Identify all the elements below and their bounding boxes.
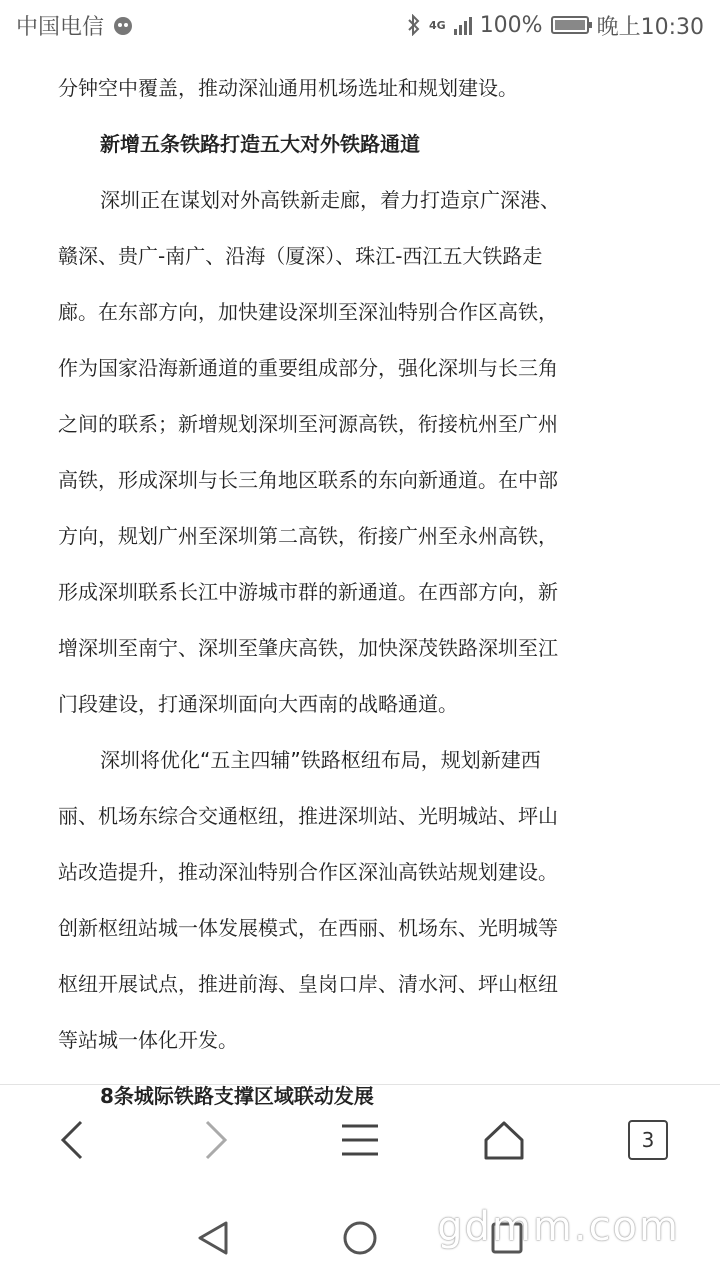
article-line: 增深圳至南宁、深圳至肇庆高铁，加快深茂铁路深圳至江 <box>58 636 558 660</box>
article-line: 丽、机场东综合交通枢纽，推进深圳站、光明城站、坪山 <box>58 804 558 828</box>
nav-home-icon[interactable] <box>342 1220 378 1256</box>
chevron-left-icon <box>57 1118 87 1162</box>
section-heading: 新增五条铁路打造五大对外铁路通道 <box>100 132 420 156</box>
article-line: 赣深、贵广-南广、沿海（厦深）、珠江-西江五大铁路走 <box>58 244 543 268</box>
forward-button[interactable] <box>176 1100 256 1180</box>
article-line: 作为国家沿海新通道的重要组成部分，强化深圳与长三角 <box>58 356 558 380</box>
section-heading: 8条城际铁路支撑区域联动发展 <box>100 1084 374 1108</box>
menu-icon <box>340 1122 380 1158</box>
article-line: 深圳正在谋划对外高铁新走廊，着力打造京广深港、 <box>100 188 560 212</box>
tabs-button[interactable] <box>608 1100 688 1180</box>
bluetooth-icon <box>407 14 421 36</box>
watermark: gdmm.com <box>437 1204 680 1250</box>
back-button[interactable] <box>32 1100 112 1180</box>
chevron-right-icon <box>201 1118 231 1162</box>
article-line: 站改造提升，推动深汕特别合作区深汕高铁站规划建设。 <box>58 860 558 884</box>
article-line: 深圳将优化“五主四辅”铁路枢纽布局，规划新建西 <box>100 748 541 772</box>
article-line: 高铁，形成深圳与长三角地区联系的东向新通道。在中部 <box>58 468 558 492</box>
clock: 晚上10:30 <box>596 14 704 40</box>
article-line: 形成深圳联系长江中游城市群的新通道。在西部方向，新 <box>58 580 558 604</box>
battery-icon <box>551 16 589 34</box>
home-button[interactable] <box>464 1100 544 1180</box>
menu-button[interactable] <box>320 1100 400 1180</box>
article-line: 枢纽开展试点，推进前海、皇岗口岸、清水河、坪山枢纽 <box>58 972 558 996</box>
carrier-name: 中国电信 <box>16 14 105 40</box>
browser-toolbar <box>0 1084 720 1195</box>
home-icon <box>483 1120 525 1160</box>
article-line: 方向，规划广州至深圳第二高铁，衔接广州至永州高铁， <box>58 524 558 548</box>
network-type: 4G <box>429 18 446 32</box>
tab-count: 3 <box>628 1120 668 1160</box>
article-line: 门段建设，打通深圳面向大西南的战略通道。 <box>58 692 458 716</box>
article-line: 廊。在东部方向，加快建设深圳至深汕特别合作区高铁， <box>58 300 558 324</box>
article-line: 创新枢纽站城一体发展模式，在西丽、机场东、光明城等 <box>58 916 558 940</box>
article-line: 等站城一体化开发。 <box>58 1028 238 1052</box>
article-line: 之间的联系；新增规划深圳至河源高铁，衔接杭州至广州 <box>58 412 558 436</box>
notification-app-icon <box>112 14 134 36</box>
battery-percent: 100% <box>479 12 543 38</box>
signal-icon <box>454 15 472 35</box>
article-line: 分钟空中覆盖，推动深汕通用机场选址和规划建设。 <box>58 76 518 100</box>
article-body <box>58 60 668 1124</box>
nav-back-icon[interactable] <box>196 1220 230 1256</box>
status-bar <box>0 0 720 50</box>
